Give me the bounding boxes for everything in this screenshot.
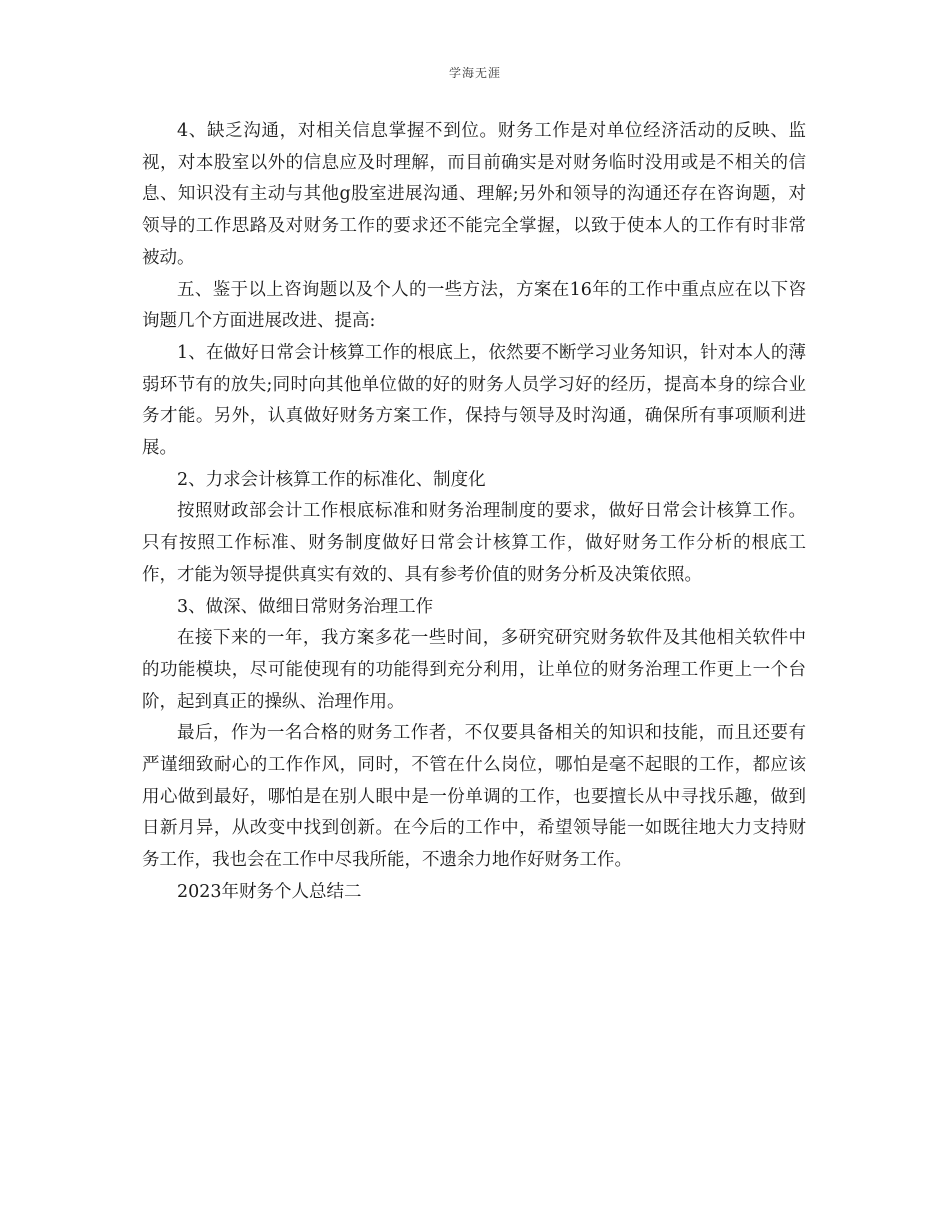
paragraph-improvement-intro: 五、鉴于以上咨询题以及个人的一些方法，方案在16年的工作中重点应在以下咨询题几个方面进展改进、提高: (142, 279, 806, 332)
page-header: 学海无涯 (448, 66, 501, 80)
document-body (142, 116, 806, 909)
paragraph-communication: 4、缺乏沟通，对相关信息掌握不到位。财务工作是对单位经济活动的反映、监视，对本股室以外的信息应及时理解，而目前确实是对财务临时没用或是不相关的信息、知识没有主动与其他g股室进展沟通、理解;另外和领导的沟通还存在咨询题，对领导的工作思路及对财务工作的要求还不能完全掌握，以致于使本人的工作有时非常被动。 (142, 121, 806, 268)
paragraph-item-1: 1、在做好日常会计核算工作的根底上，依然要不断学习业务知识，针对本人的薄弱环节有的放失;同时向其他单位做的好的财务人员学习好的经历，提高本身的综合业务才能。另外，认真做好财务方案工作，保持与领导及时沟通，确保所有事项顺利进展。 (142, 342, 806, 459)
paragraph-item-3-body: 在接下来的一年，我方案多花一些时间，多研究研究财务软件及其他相关软件中的功能模块，尽可能使现有的功能得到充分利用，让单位的财务治理工作更上一个台阶，起到真正的操纵、治理作用。 (142, 628, 806, 712)
paragraph-conclusion: 最后，作为一名合格的财务工作者，不仅要具备相关的知识和技能，而且还要有严谨细致耐心的工作作风，同时，不管在什么岗位，哪怕是毫不起眼的工作，都应该用心做到最好，哪怕是在别人眼中是一份单调的工作，也要擅长从中寻找乐趣，做到日新月异，从改变中找到创新。在今后的工作中，希望领导能一如既往地大力支持财务工作，我也会在工作中尽我所能，不遗余力地作好财务工作。 (142, 723, 806, 871)
paragraph-item-3-heading: 3、做深、做细日常财务治理工作 (177, 596, 434, 617)
paragraph-item-2-heading: 2、力求会计核算工作的标准化、制度化 (177, 469, 486, 490)
paragraph-item-2-body: 按照财政部会计工作根底标准和财务治理制度的要求，做好日常会计核算工作。只有按照工作标准、财务制度做好日常会计核算工作，做好财务工作分析的根底工作，才能为领导提供真实有效的、具有参考价值的财务分析及决策依照。 (142, 501, 806, 585)
section-title-summary-two: 2023年财务个人总结二 (177, 881, 362, 902)
